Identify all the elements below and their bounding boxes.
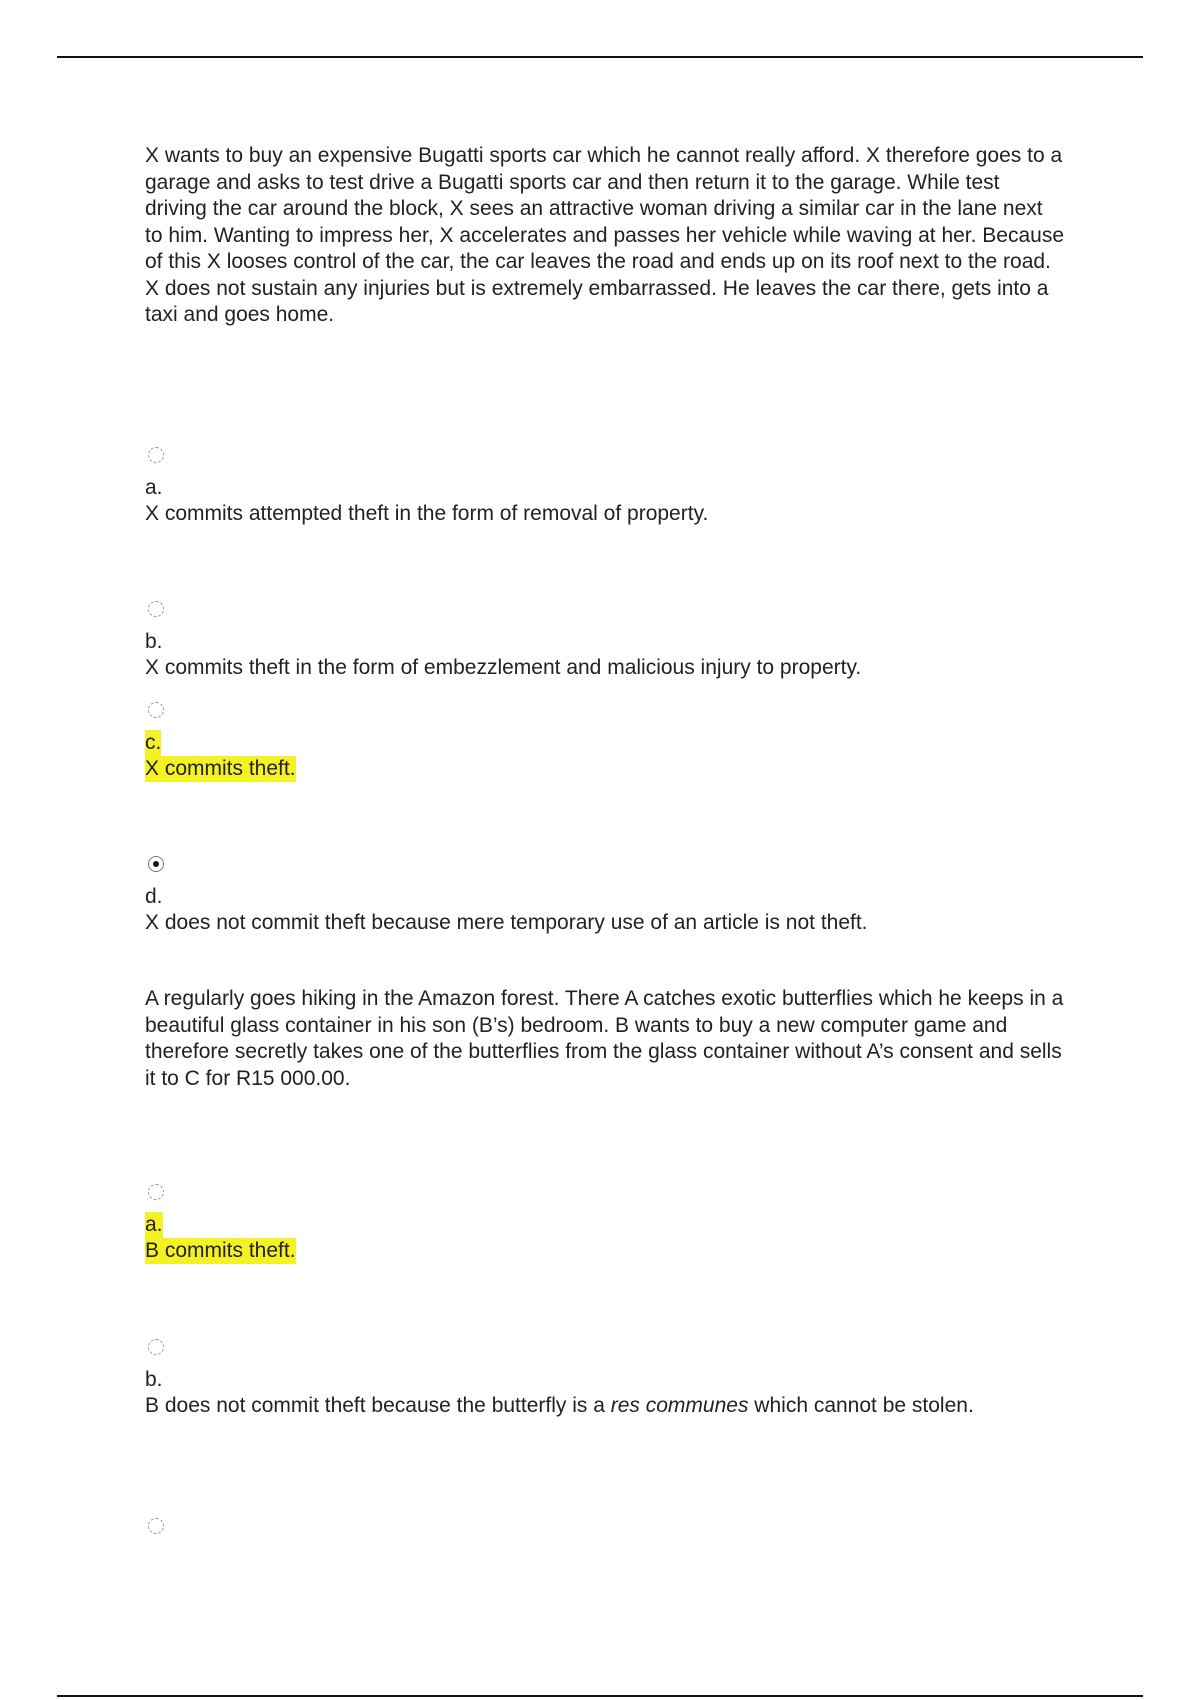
option-text: X commits attempted theft in the form of removal of property. [145, 502, 709, 525]
q2-option-c-partial[interactable] [145, 1518, 1065, 1546]
radio-button-icon[interactable] [148, 1518, 164, 1534]
option-letter: b. [145, 1368, 163, 1391]
option-letter: d. [145, 885, 163, 908]
option-text: B does not commit theft because the butterfly is a res communes which cannot be stolen. [145, 1394, 974, 1417]
q1-option-d[interactable] [145, 856, 1065, 936]
top-rule [57, 56, 1143, 58]
option-letter: a. [145, 476, 163, 499]
question-2-text: A regularly goes hiking in the Amazon forest. There A catches exotic butterflies which he keeps in a beautiful glass container in his son (B’s) bedroom. B wants to buy a new computer game and therefore secretly takes one of the butterflies from the glass container without A’s consent and sells it to C for R15 000.00. [145, 987, 1064, 1090]
radio-button-icon[interactable] [148, 601, 164, 617]
question-1-text: X wants to buy an expensive Bugatti sports car which he cannot really afford. X therefore goes to a garage and asks to test drive a Bugatti sports car and then return it to the garage. While test driving the car around the block, X sees an attractive woman driving a similar car in the lane next to him. Wanting to impress her, X accelerates and passes her vehicle while waving at her. Because of this X looses control of the car, the car leaves the road and ends up on its roof next to the road. X does not sustain any injuries but is extremely embarrassed. He leaves the car there, gets into a taxi and goes home. [145, 144, 1065, 326]
q1-option-a[interactable] [145, 447, 1065, 527]
option-letter: a. [145, 1213, 163, 1236]
option-letter: c. [145, 731, 162, 754]
q1-option-c[interactable] [145, 702, 1065, 782]
radio-button-icon[interactable] [148, 1184, 164, 1200]
option-letter: b. [145, 630, 163, 653]
radio-button-icon[interactable] [148, 1339, 164, 1355]
q2-option-a[interactable] [145, 1184, 1065, 1264]
bottom-rule [57, 1695, 1143, 1697]
q2-option-b[interactable] [145, 1339, 1065, 1419]
option-text-highlighted: B commits theft. [145, 1239, 296, 1262]
radio-button-icon[interactable] [148, 702, 164, 718]
option-text: X does not commit theft because mere temporary use of an article is not theft. [145, 911, 868, 934]
option-text: X commits theft in the form of embezzlement and malicious injury to property. [145, 656, 862, 679]
radio-button-icon[interactable] [148, 447, 164, 463]
radio-button-selected-icon[interactable] [148, 856, 164, 872]
option-text-highlighted: X commits theft. [145, 757, 296, 780]
q1-option-b[interactable] [145, 601, 1065, 681]
